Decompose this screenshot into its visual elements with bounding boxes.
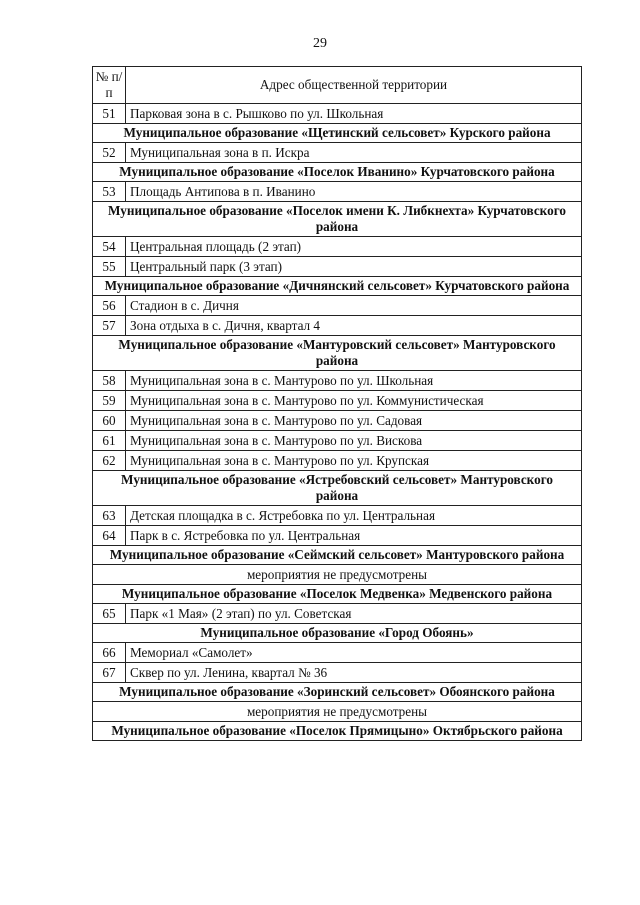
row-number: 62 [93,451,126,471]
table-row [93,104,582,124]
territory-table [92,66,582,741]
table-row [93,643,582,663]
row-number: 67 [93,663,126,683]
section-row [93,546,582,565]
row-address: Стадион в с. Дичня [126,296,582,316]
section-row [93,277,582,296]
row-number: 53 [93,182,126,202]
row-number: 64 [93,526,126,546]
section-row [93,624,582,643]
table-row [93,391,582,411]
table-row [93,411,582,431]
table-body [93,104,582,741]
row-number: 51 [93,104,126,124]
row-number: 59 [93,391,126,411]
municipality-heading: Муниципальное образование «Город Обоянь» [93,624,582,643]
table-row [93,431,582,451]
table-header-row [93,67,582,104]
table-row [93,257,582,277]
municipality-heading: Муниципальное образование «Зоринский сельсовет» Обоянского района [93,683,582,702]
section-row [93,722,582,741]
section-row [93,585,582,604]
municipality-heading: Муниципальное образование «Сеймский сельсовет» Мантуровского района [93,546,582,565]
table-row [93,451,582,471]
table-row [93,182,582,202]
row-address: Парковая зона в с. Рышково по ул. Школьная [126,104,582,124]
municipality-heading: Муниципальное образование «Поселок имени К. Либкнехта» Курчатовского района [93,202,582,237]
row-address: Сквер по ул. Ленина, квартал № 36 [126,663,582,683]
row-address: Муниципальная зона в с. Мантурово по ул. Коммунистическая [126,391,582,411]
municipality-heading: Муниципальное образование «Щетинский сельсовет» Курского района [93,124,582,143]
table-row [93,316,582,336]
municipality-heading: Муниципальное образование «Поселок Иванино» Курчатовского района [93,163,582,182]
row-number: 60 [93,411,126,431]
table-row [93,296,582,316]
municipality-heading: Муниципальное образование «Дичнянский сельсовет» Курчатовского района [93,277,582,296]
row-address: Мемориал «Самолет» [126,643,582,663]
section-row [93,471,582,506]
section-row [93,202,582,237]
municipality-heading: Муниципальное образование «Ястребовский сельсовет» Мантуровского района [93,471,582,506]
row-number: 54 [93,237,126,257]
page-number: 29 [313,36,327,51]
row-number: 66 [93,643,126,663]
municipality-heading: Муниципальное образование «Поселок Прямицыно» Октябрьского района [93,722,582,741]
row-address: Парк «1 Мая» (2 этап) по ул. Советская [126,604,582,624]
municipality-heading: Муниципальное образование «Мантуровский сельсовет» Мантуровского района [93,336,582,371]
table-row [93,526,582,546]
no-measures-note: мероприятия не предусмотрены [93,565,582,585]
row-number: 55 [93,257,126,277]
row-number: 63 [93,506,126,526]
row-address: Парк в с. Ястребовка по ул. Центральная [126,526,582,546]
header-address: Адрес общественной территории [126,67,582,104]
header-num: № п/п [93,67,126,104]
row-number: 58 [93,371,126,391]
row-number: 65 [93,604,126,624]
section-row [93,124,582,143]
row-number: 52 [93,143,126,163]
note-row [93,702,582,722]
row-address: Муниципальная зона в с. Мантурово по ул. Крупская [126,451,582,471]
table-row [93,604,582,624]
table-row [93,237,582,257]
row-number: 61 [93,431,126,451]
row-address: Площадь Антипова в п. Иванино [126,182,582,202]
row-number: 56 [93,296,126,316]
table-row [93,663,582,683]
table-row [93,371,582,391]
row-address: Муниципальная зона в п. Искра [126,143,582,163]
row-address: Муниципальная зона в с. Мантурово по ул. Садовая [126,411,582,431]
section-row [93,163,582,182]
table-row [93,506,582,526]
row-number: 57 [93,316,126,336]
row-address: Центральный парк (3 этап) [126,257,582,277]
row-address: Центральная площадь (2 этап) [126,237,582,257]
row-address: Детская площадка в с. Ястребовка по ул. Центральная [126,506,582,526]
table-row [93,143,582,163]
section-row [93,683,582,702]
no-measures-note: мероприятия не предусмотрены [93,702,582,722]
section-row [93,336,582,371]
municipality-heading: Муниципальное образование «Поселок Медвенка» Медвенского района [93,585,582,604]
row-address: Зона отдыха в с. Дичня, квартал 4 [126,316,582,336]
row-address: Муниципальная зона в с. Мантурово по ул. Школьная [126,371,582,391]
note-row [93,565,582,585]
row-address: Муниципальная зона в с. Мантурово по ул. Вискова [126,431,582,451]
